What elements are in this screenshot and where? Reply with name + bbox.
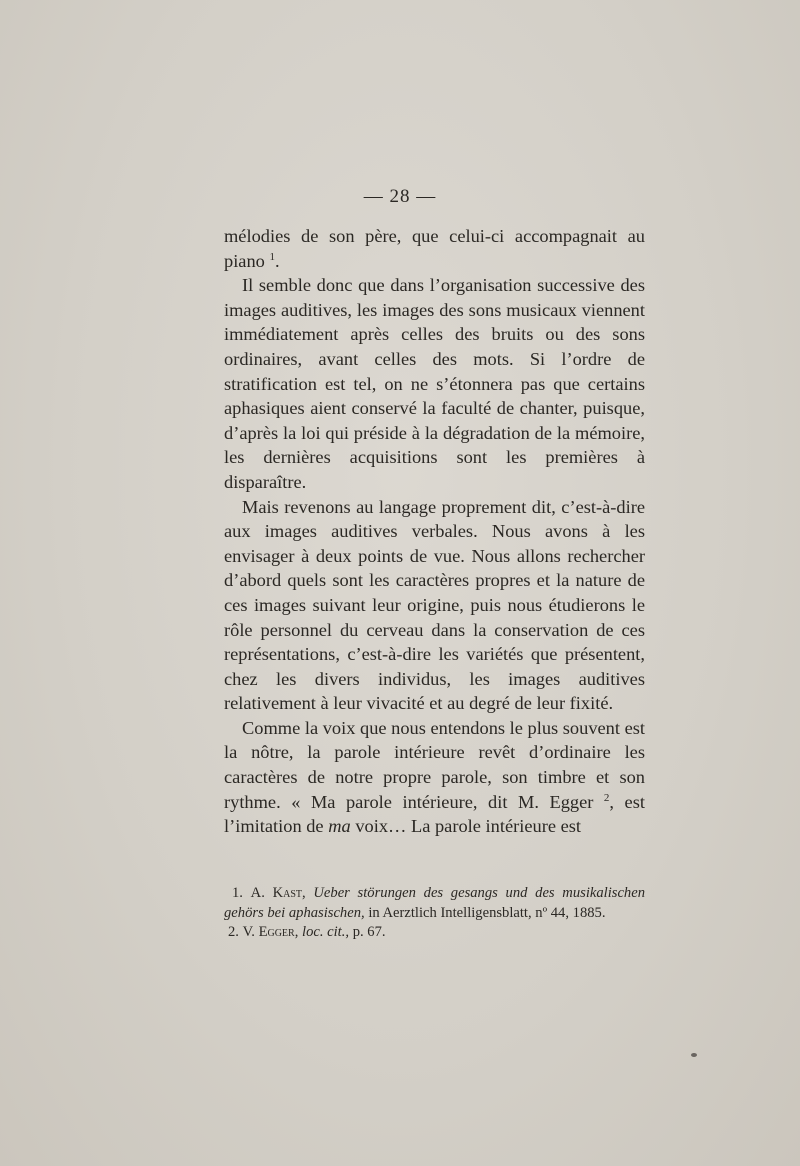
paragraph-4-text-a: Comme la voix que nous entendons le plus souvent est la nôtre, la parole intérieure revêt d’ordinaire les caractères de notre propre parole, son timbre et son rythme. « Ma parole intérieure, dit M. Egger xyxy=(224,717,646,812)
footnotes xyxy=(224,884,645,943)
footnote-ref-1: 1 xyxy=(269,250,275,263)
footnote-ref-2: 2 xyxy=(603,791,610,804)
body-text xyxy=(224,224,645,839)
paragraph-4-text-c: voix… La parole intérieure est xyxy=(355,816,582,837)
paragraph-1-tail: . xyxy=(274,250,280,271)
footnote-2-rest: p. 67. xyxy=(352,924,386,940)
paragraph-1 xyxy=(224,224,645,273)
footnote-1-title: Ueber störungen des gesangs und des musikalischen gehörs bei aphasischen, xyxy=(224,885,645,921)
footnote-1-author: A. Kast, xyxy=(250,885,306,901)
footnote-2-author: V. Egger, xyxy=(242,924,299,940)
paragraph-2: Il semble donc que dans l’organisation successive des images auditives, les images des sons musicaux viennent immédiatement après celles des bruits ou des sons ordinaires, avant celles des mots. Si l’ordre de stratification est tel, on ne s’étonnera pas que certains aphasiques aient conservé la faculté de chanter, puisque, d’après la loi qui préside à la dégradation de la mémoire, les dernières acquisitions sont les premières à disparaître. xyxy=(224,275,645,492)
footnote-1-number: 1. xyxy=(232,885,243,901)
footnote-2-title: loc. cit., xyxy=(302,924,350,940)
footnote-2 xyxy=(224,923,645,943)
footnote-1 xyxy=(224,884,645,923)
paragraph-4-emphasis: ma xyxy=(328,816,351,837)
footnote-1-rest: in Aerztlich Intelligensblatt, nº 44, 1885. xyxy=(368,904,606,921)
paragraph-4-text-b: , est l’imitation de xyxy=(224,791,645,837)
paper-speck xyxy=(691,1053,697,1057)
paragraph-4 xyxy=(224,716,645,839)
footnote-2-number: 2. xyxy=(228,924,239,940)
paragraph-1-text: mélodies de son père, que celui-ci accompagnait au piano xyxy=(224,226,645,271)
page-number: — 28 — xyxy=(363,186,437,207)
paragraph-3: Mais revenons au langage proprement dit, c’est-à-dire aux images auditives verbales. Nous avons à les envisager à deux points de vue. Nous allons rechercher d’abord quels sont les caractères propres et la nature de ces images suivant leur origine, puis nous étudierons le rôle personnel du cerveau dans la conservation de ces représentations, c’est-à-dire les variétés que présentent, chez les divers individus, les images auditives relativement à leur vivacité et au degré de leur fixité. xyxy=(224,496,645,714)
